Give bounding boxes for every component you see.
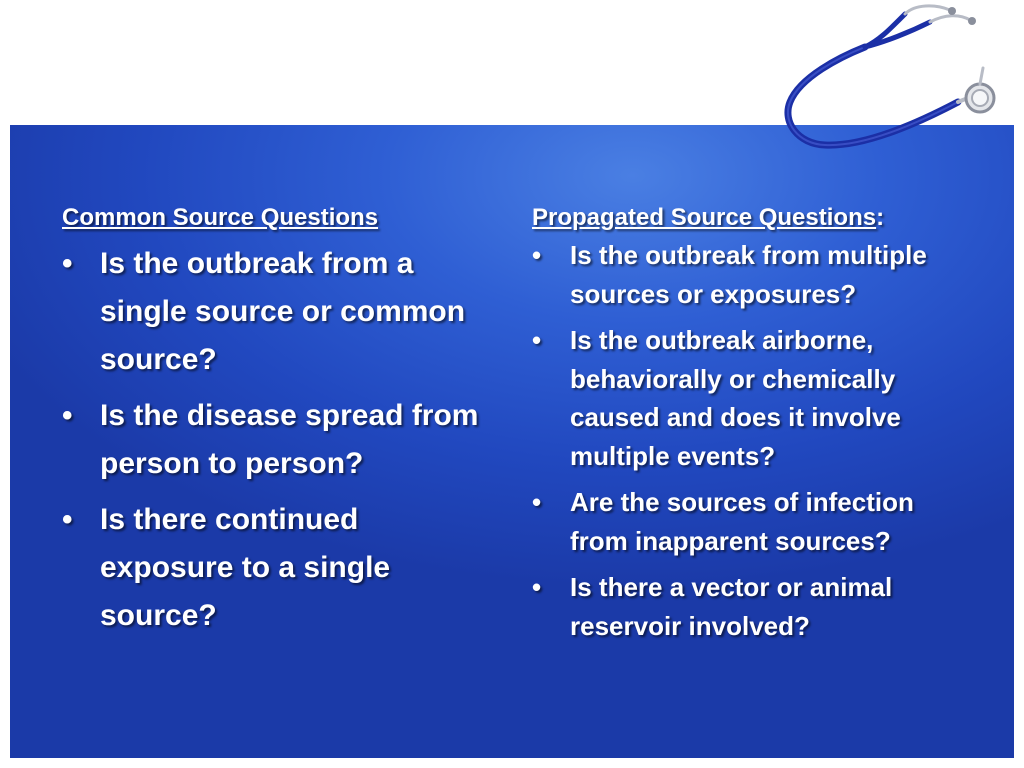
list-item [532, 236, 972, 313]
list-item-text: Is there continued exposure to a single source? [100, 503, 391, 632]
propagated-source-heading: Propagated Source Questions [532, 204, 877, 231]
common-source-column [62, 200, 492, 648]
common-source-list [62, 240, 492, 640]
bullet-icon: • [62, 399, 73, 432]
bullet-icon: • [532, 572, 542, 602]
list-item-text: Is the outbreak airborne, behaviorally or chemically caused and does it involve multiple events? [570, 325, 901, 471]
list-item-text: Is the outbreak from a single source or common source? [100, 247, 466, 376]
list-item [62, 496, 492, 640]
propagated-source-list [532, 236, 972, 645]
list-item [62, 392, 492, 488]
propagated-source-heading-row [532, 200, 972, 236]
list-item-text: Is the disease spread from person to person? [100, 399, 479, 480]
propagated-source-column [532, 200, 972, 653]
list-item [62, 240, 492, 384]
common-source-heading: Common Source Questions [62, 204, 379, 231]
list-item [532, 321, 972, 475]
stethoscope-icon [780, 2, 1005, 152]
bullet-icon: • [62, 503, 73, 536]
list-item [532, 483, 972, 560]
list-item-text: Is there a vector or animal reservoir involved? [570, 572, 893, 641]
bullet-icon: • [532, 325, 542, 355]
list-item-text: Are the sources of infection from inapparent sources? [570, 487, 914, 556]
list-item [532, 568, 972, 645]
bullet-icon: • [62, 247, 73, 280]
heading-colon: : [876, 204, 885, 231]
bullet-icon: • [532, 487, 542, 517]
bullet-icon: • [532, 240, 542, 270]
list-item-text: Is the outbreak from multiple sources or exposures? [570, 240, 927, 309]
